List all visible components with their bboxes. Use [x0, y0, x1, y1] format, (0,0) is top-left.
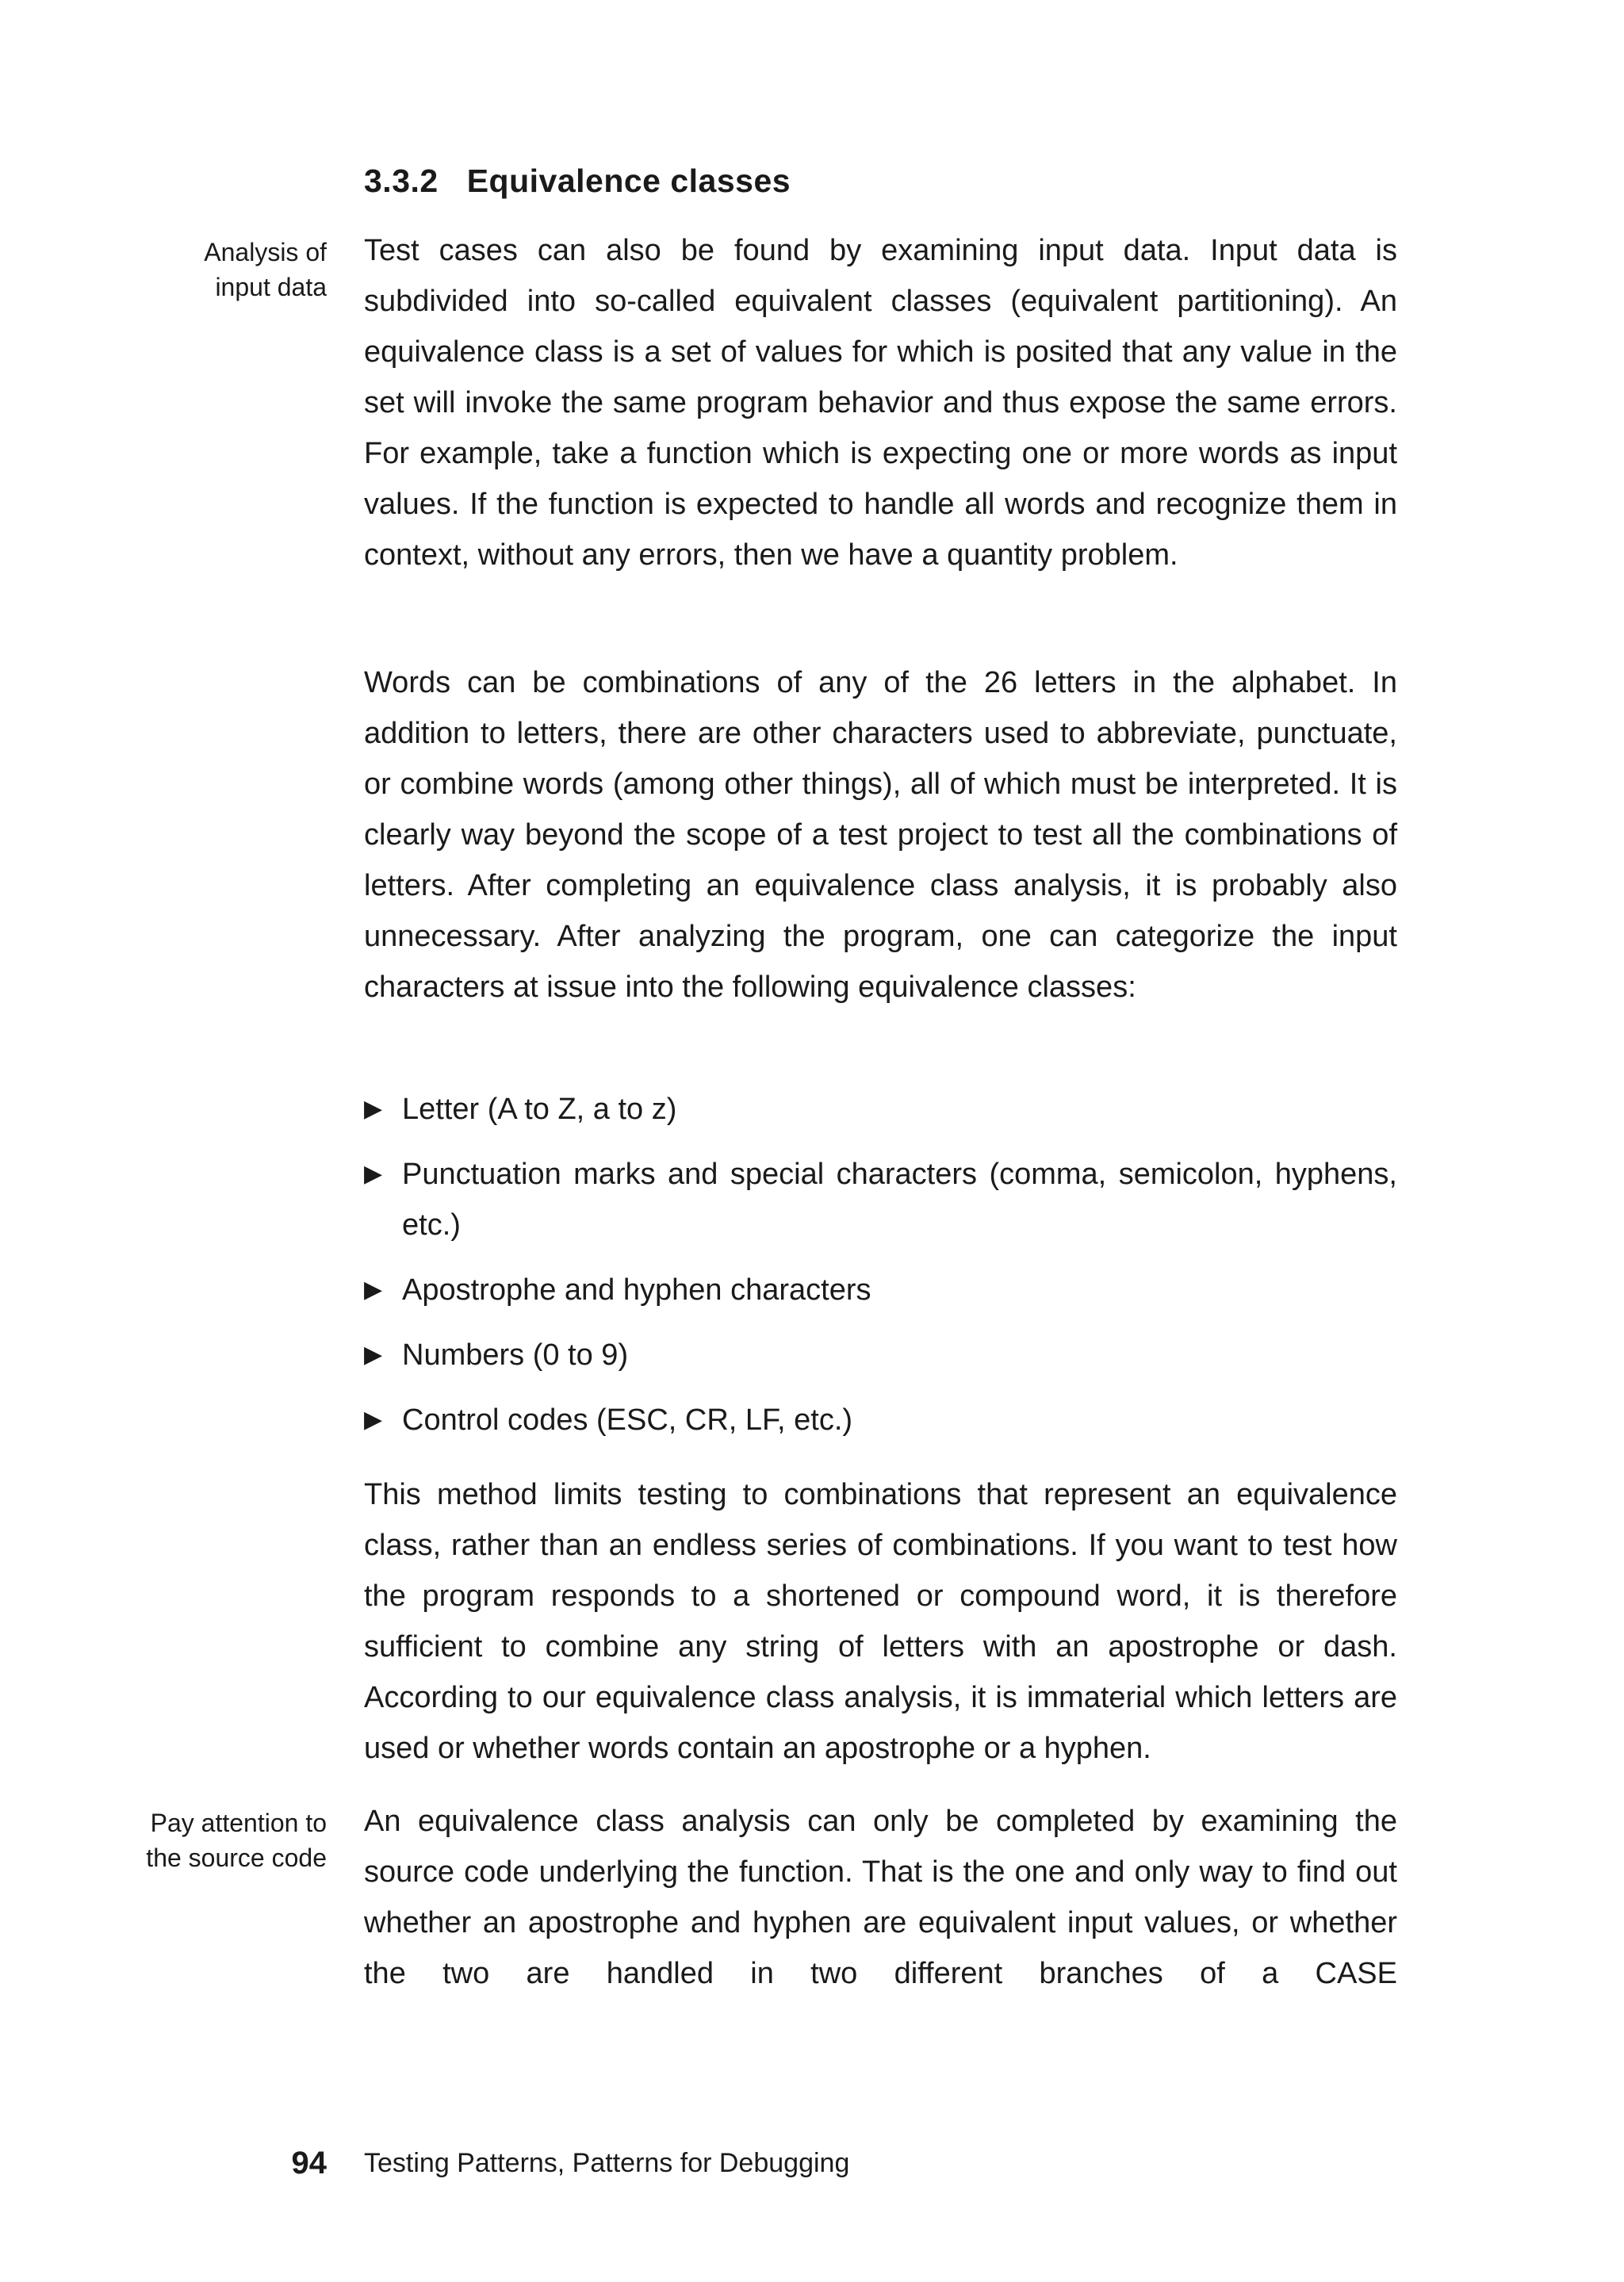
list-item [364, 1149, 1397, 1250]
section-number: 3.3.2 [364, 163, 439, 199]
section-heading [364, 163, 791, 200]
list-item [364, 1330, 1397, 1380]
equivalence-class-list [364, 1084, 1397, 1445]
paragraph-source-code: An equivalence class analysis can only be completed by examining the source code underlying the function. That is the one and only way to find out whether an apostrophe and hyphen are equivalent input values, or whether the two are handled in two different branches of a CASE [364, 1805, 1397, 1990]
list-item [364, 1084, 1397, 1135]
page-footer [0, 2139, 1624, 2187]
section-title: Equivalence classes [466, 163, 791, 199]
page-number: 94 [291, 2146, 327, 2181]
list-item-text: Letter (A to Z, a to z) [402, 1093, 677, 1126]
margin-note-line: input data [215, 273, 327, 301]
bullet-icon: ▶ [364, 1277, 383, 1303]
margin-note-line: Analysis of [204, 238, 327, 266]
paragraph-intro: Test cases can also be found by examining input data. Input data is subdivided into so-called equivalent classes (equivalent partitioning). An equivalence class is a set of values for which is posited that any value in the set will invoke the same program behavior and thus expose the same errors. For example, take a function which is expecting one or more words as input values. If the function is expected to handle all words and recognize them in context, without any errors, then we have a quantity problem. [364, 234, 1397, 572]
paragraph-method: This method limits testing to combinations that represent an equivalence class, rather than an endless series of combinations. If you want to test how the program responds to a shortened or compound word, it is therefore sufficient to combine any string of letters with an apostrophe or dash. According to our equivalence class analysis, it is immaterial which letters are used or whether words contain an apostrophe or a hyphen. [364, 1478, 1397, 1765]
bullet-icon: ▶ [364, 1342, 383, 1368]
paragraph-words: Words can be combinations of any of the 26 letters in the alphabet. In addition to letters, there are other characters used to abbreviate, punctuate, or combine words (among other things), all of which must be interpreted. It is clearly way beyond the scope of a test project to test all the combinations of letters. After completing an equivalence class analysis, it is probably also unnecessary. After analyzing the program, one can categorize the input characters at issue into the following equivalence classes: [364, 666, 1397, 1004]
margin-note-line: Pay attention to [150, 1809, 327, 1837]
bullet-icon: ▶ [364, 1096, 383, 1122]
list-item [364, 1395, 1397, 1445]
list-item-text: Punctuation marks and special characters (comma, semicolon, hyphens, etc.) [402, 1158, 1397, 1242]
margin-note-line: the source code [146, 1844, 327, 1872]
bullet-icon: ▶ [364, 1407, 383, 1433]
list-item-text: Numbers (0 to 9) [402, 1338, 629, 1372]
bullet-icon: ▶ [364, 1161, 383, 1187]
running-footer-title: Testing Patterns, Patterns for Debugging [364, 2148, 850, 2178]
margin-note-analysis [89, 235, 327, 304]
margin-note-source-code [89, 1805, 327, 1875]
list-item-text: Apostrophe and hyphen characters [402, 1273, 871, 1307]
list-item [364, 1265, 1397, 1315]
list-item-text: Control codes (ESC, CR, LF, etc.) [402, 1403, 853, 1437]
